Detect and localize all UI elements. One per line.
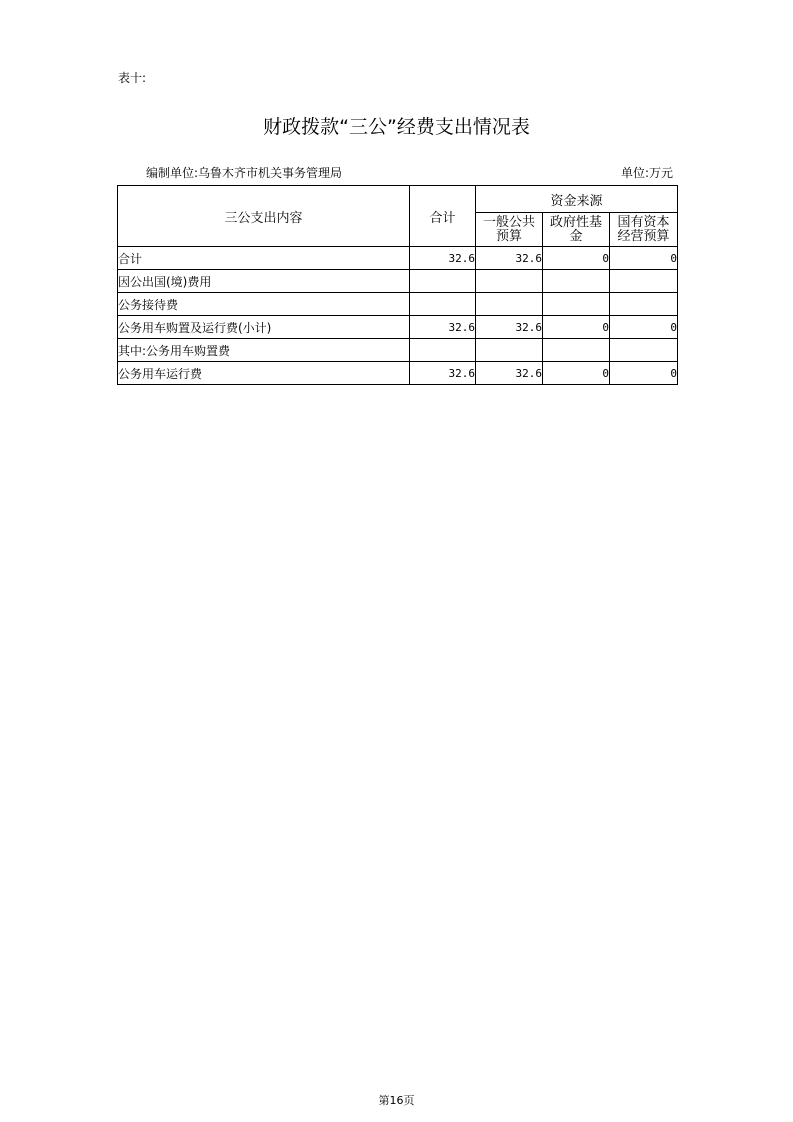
compiler-unit: 编制单位:乌鲁木齐市机关事务管理局 — [146, 166, 343, 180]
row-label: 公务用车运行费 — [118, 362, 410, 385]
cell-total — [410, 270, 476, 293]
cell-government-fund — [543, 339, 610, 362]
cell-state-capital — [610, 339, 678, 362]
header-item: 三公支出内容 — [118, 186, 410, 247]
header-government-fund: 政府性基 金 — [543, 213, 610, 247]
table-row — [118, 316, 678, 339]
row-label: 因公出国(境)费用 — [118, 270, 410, 293]
cell-state-capital — [610, 293, 678, 316]
header-state-capital: 国有资本 经营预算 — [610, 213, 678, 247]
cell-government-fund: 0 — [543, 316, 610, 339]
cell-state-capital: 0 — [610, 316, 678, 339]
cell-government-fund: 0 — [543, 362, 610, 385]
cell-general-budget: 32.6 — [476, 362, 543, 385]
expenditure-table — [117, 185, 678, 385]
row-label: 公务接待费 — [118, 293, 410, 316]
cell-total: 32.6 — [410, 247, 476, 270]
table-row — [118, 293, 678, 316]
table-row — [118, 270, 678, 293]
table-row — [118, 247, 678, 270]
cell-government-fund — [543, 270, 610, 293]
cell-general-budget — [476, 293, 543, 316]
table-number-label: 表十: — [118, 71, 147, 85]
cell-government-fund — [543, 293, 610, 316]
cell-government-fund: 0 — [543, 247, 610, 270]
document-title: 财政拨款“三公”经费支出情况表 — [263, 116, 530, 138]
row-label: 公务用车购置及运行费(小计) — [118, 316, 410, 339]
cell-total — [410, 293, 476, 316]
cell-total: 32.6 — [410, 316, 476, 339]
row-label: 其中:公务用车购置费 — [118, 339, 410, 362]
cell-general-budget — [476, 270, 543, 293]
cell-state-capital — [610, 270, 678, 293]
cell-general-budget: 32.6 — [476, 316, 543, 339]
table-row — [118, 339, 678, 362]
cell-general-budget: 32.6 — [476, 247, 543, 270]
cell-state-capital: 0 — [610, 247, 678, 270]
cell-total — [410, 339, 476, 362]
cell-general-budget — [476, 339, 543, 362]
header-funding-source: 资金来源 — [476, 186, 678, 213]
row-label: 合计 — [118, 247, 410, 270]
header-general-budget: 一般公共 预算 — [476, 213, 543, 247]
header-row — [118, 186, 678, 213]
header-total: 合计 — [410, 186, 476, 247]
currency-unit: 单位:万元 — [620, 166, 673, 180]
cell-total: 32.6 — [410, 362, 476, 385]
table-row — [118, 362, 678, 385]
page-number: 第16页 — [378, 1094, 415, 1107]
cell-state-capital: 0 — [610, 362, 678, 385]
